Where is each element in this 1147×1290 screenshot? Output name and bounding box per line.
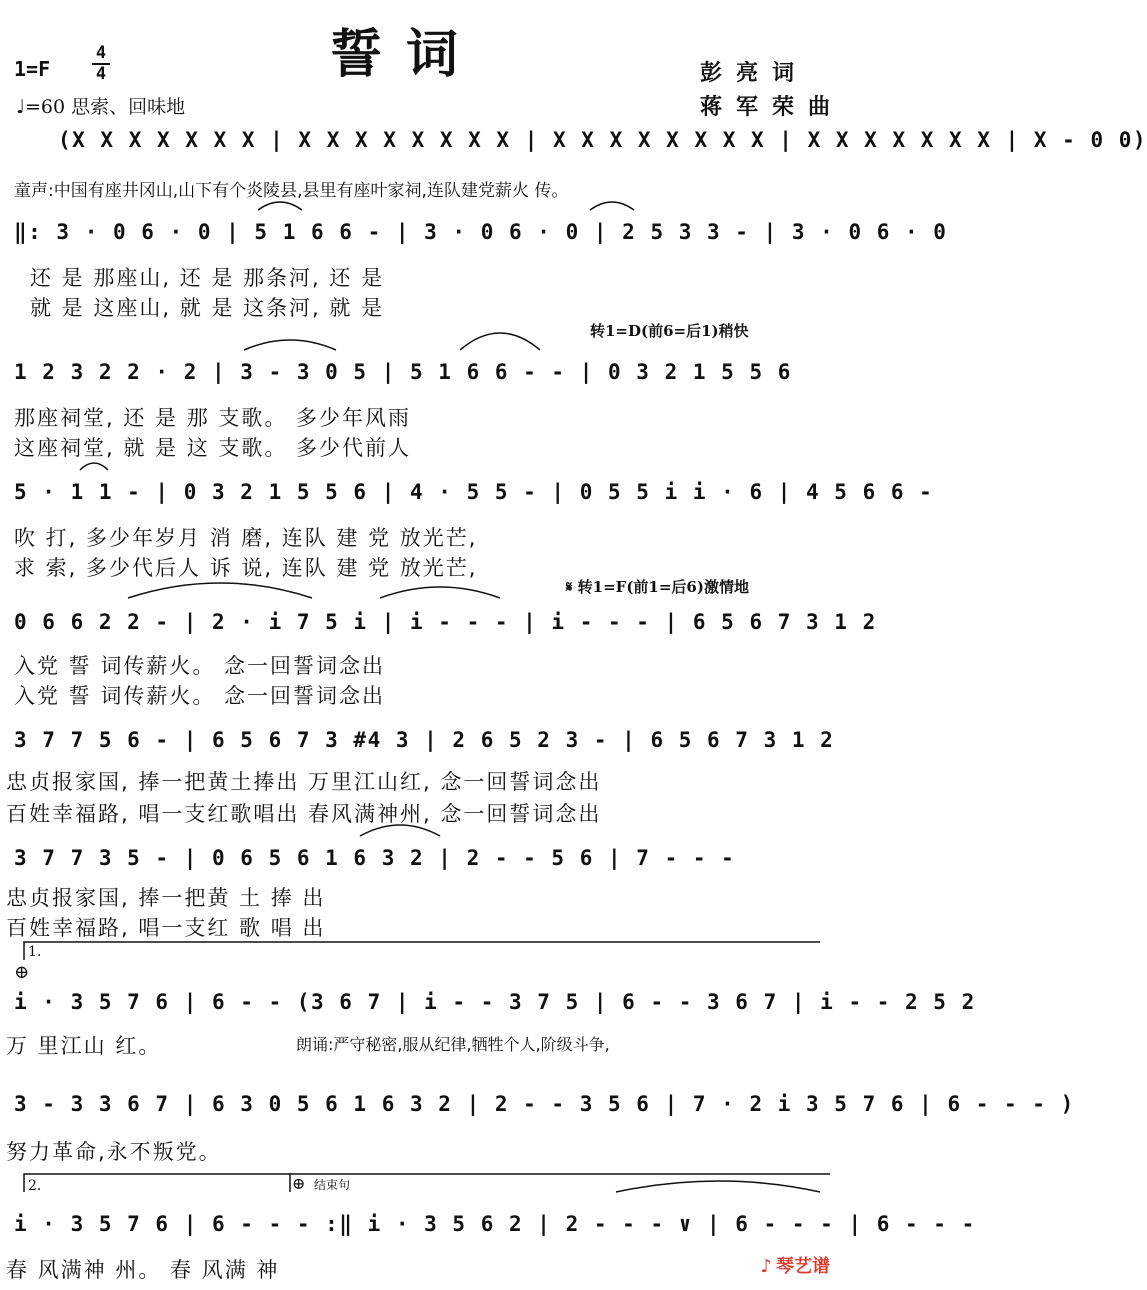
score-row-6-notes: 3 7 7 3 5 - | 0 6 5 6 1 6 3 2 | 2 - - 5 6 | 7 - - - xyxy=(14,846,736,870)
slur-7 xyxy=(380,587,500,598)
key-change-mark-2: 𝄋 转1=F(前1=后6)激情地 xyxy=(566,578,749,596)
slur-1 xyxy=(258,202,302,210)
slur-8 xyxy=(360,825,440,836)
slur-5 xyxy=(80,463,108,470)
composer-credit: 蒋军荣曲 xyxy=(700,94,845,120)
watermark-logo xyxy=(761,1252,831,1278)
song-title: 誓词 xyxy=(330,24,483,85)
score-row-6-lyrics-verse2: 百姓幸福路, 唱一支红 歌 唱 出 xyxy=(6,916,326,940)
score-row-5-lyrics-verse1: 忠贞报家国, 捧一把黄土捧出 万里江山红, 念一回誓词念出 xyxy=(6,770,602,794)
score-row-9-notes: i · 3 5 7 6 | 6 - - - :‖ i · 3 5 6 2 | 2 - - - ∨ | 6 - - - | 6 - - - xyxy=(14,1212,976,1236)
volta-1-bracket xyxy=(24,942,820,960)
intro-notes: (X X X X X X X | X X X X X X X X | X X X X X X X X | X X X X X X X | X - 0 0) xyxy=(58,128,1147,152)
score-row-7-notes: i · 3 5 7 6 | 6 - - (3 6 7 | i - - 3 7 5 | 6 - - 3 6 7 | i - - 2 5 2 xyxy=(14,990,976,1014)
music-note-icon: ♪ xyxy=(760,1256,772,1277)
volta-1-label: 1. xyxy=(28,944,42,960)
meter-bottom: 4 xyxy=(95,64,107,84)
score-row-3-lyrics-verse1: 吹 打, 多少年岁月 消 磨, 连队 建 党 放光芒, xyxy=(14,526,478,550)
slur-4 xyxy=(244,340,336,350)
watermark-text: 琴艺谱 xyxy=(776,1256,830,1277)
volta-2-label: 2. xyxy=(28,1178,42,1194)
score-row-4-lyrics-verse2: 入党 誓 词传薪火。 念一回誓词念出 xyxy=(14,684,386,708)
score-row-4-notes: 0 6 6 2 2 - | 2 · i 7 5 i | i - - - | i - - - | 6 5 6 7 3 1 2 xyxy=(14,610,877,634)
tempo-marking: ♩=60 思索、回味地 xyxy=(16,96,186,118)
score-row-1-notes: ‖: 3 · 0 6 · 0 | 5 1 6 6 - | 3 · 0 6 · 0 | 2 5 3 3 - | 3 · 0 6 · 0 xyxy=(14,220,948,244)
score-row-4-lyrics-verse1: 入党 誓 词传薪火。 念一回誓词念出 xyxy=(14,654,386,678)
coda-icon: ⊕ xyxy=(14,962,30,983)
slur-9 xyxy=(616,1181,820,1192)
coda-label: 结束句 xyxy=(314,1178,351,1192)
score-row-8-lyrics: 努力革命,永不叛党。 xyxy=(6,1140,222,1164)
score-row-8-notes: 3 - 3 3 6 7 | 6 3 0 5 6 1 6 3 2 | 2 - - 3 5 6 | 7 · 2 i 3 5 7 6 | 6 - - - ) xyxy=(14,1092,1075,1116)
score-row-5-notes: 3 7 7 5 6 - | 6 5 6 7 3 #4 3 | 2 6 5 2 3 - | 6 5 6 7 3 1 2 xyxy=(14,728,835,752)
slur-3 xyxy=(460,333,540,350)
score-row-7-lyrics: 万 里江山 红。 xyxy=(6,1034,162,1058)
slur-2 xyxy=(590,202,634,210)
intro-narration: 童声:中国有座井冈山,山下有个炎陵县,县里有座叶家祠,连队建党薪火 传。 xyxy=(14,181,569,201)
score-row-2-lyrics-verse1: 那座祠堂, 还 是 那 支歌。 多少年风雨 xyxy=(14,406,412,430)
score-row-6-lyrics-verse1: 忠贞报家国, 捧一把黄 土 捧 出 xyxy=(6,886,326,910)
score-row-3-notes: 5 · 1 1 - | 0 3 2 1 5 5 6 | 4 · 5 5 - | 0 5 5 i i · 6 | 4 5 6 6 - xyxy=(14,480,934,504)
recitation-text: 朗诵:严守秘密,服从纪律,牺牲个人,阶级斗争, xyxy=(296,1035,610,1054)
score-row-1-lyrics-verse2: 就 是 这座山, 就 是 这条河, 就 是 xyxy=(30,296,385,320)
coda-bracket xyxy=(290,1174,830,1192)
score-row-2-notes: 1 2 3 2 2 · 2 | 3 - 3 0 5 | 5 1 6 6 - - | 0 3 2 1 5 5 6 xyxy=(14,360,792,384)
score-row-2-lyrics-verse2: 这座祠堂, 就 是 这 支歌。 多少代前人 xyxy=(14,436,412,460)
meter-top: 4 xyxy=(95,43,107,63)
slur-6 xyxy=(128,583,312,598)
key-signature: 1=F xyxy=(14,57,51,81)
volta-2-bracket xyxy=(24,1174,290,1192)
score-row-1-lyrics-verse1: 还 是 那座山, 还 是 那条河, 还 是 xyxy=(30,266,385,290)
score-row-3-lyrics-verse2: 求 索, 多少代后人 诉 说, 连队 建 党 放光芒, xyxy=(14,556,478,580)
lyricist-credit: 彭亮词 xyxy=(700,60,809,86)
score-row-9-lyrics: 春 风满神 州。 春 风满 神 xyxy=(6,1258,280,1282)
coda-icon-2: ⊕ xyxy=(292,1174,306,1193)
key-change-mark-1: 转1=D(前6=后1)稍快 xyxy=(590,322,749,340)
score-row-5-lyrics-verse2: 百姓幸福路, 唱一支红歌唱出 春风满神州, 念一回誓词念出 xyxy=(6,802,602,826)
